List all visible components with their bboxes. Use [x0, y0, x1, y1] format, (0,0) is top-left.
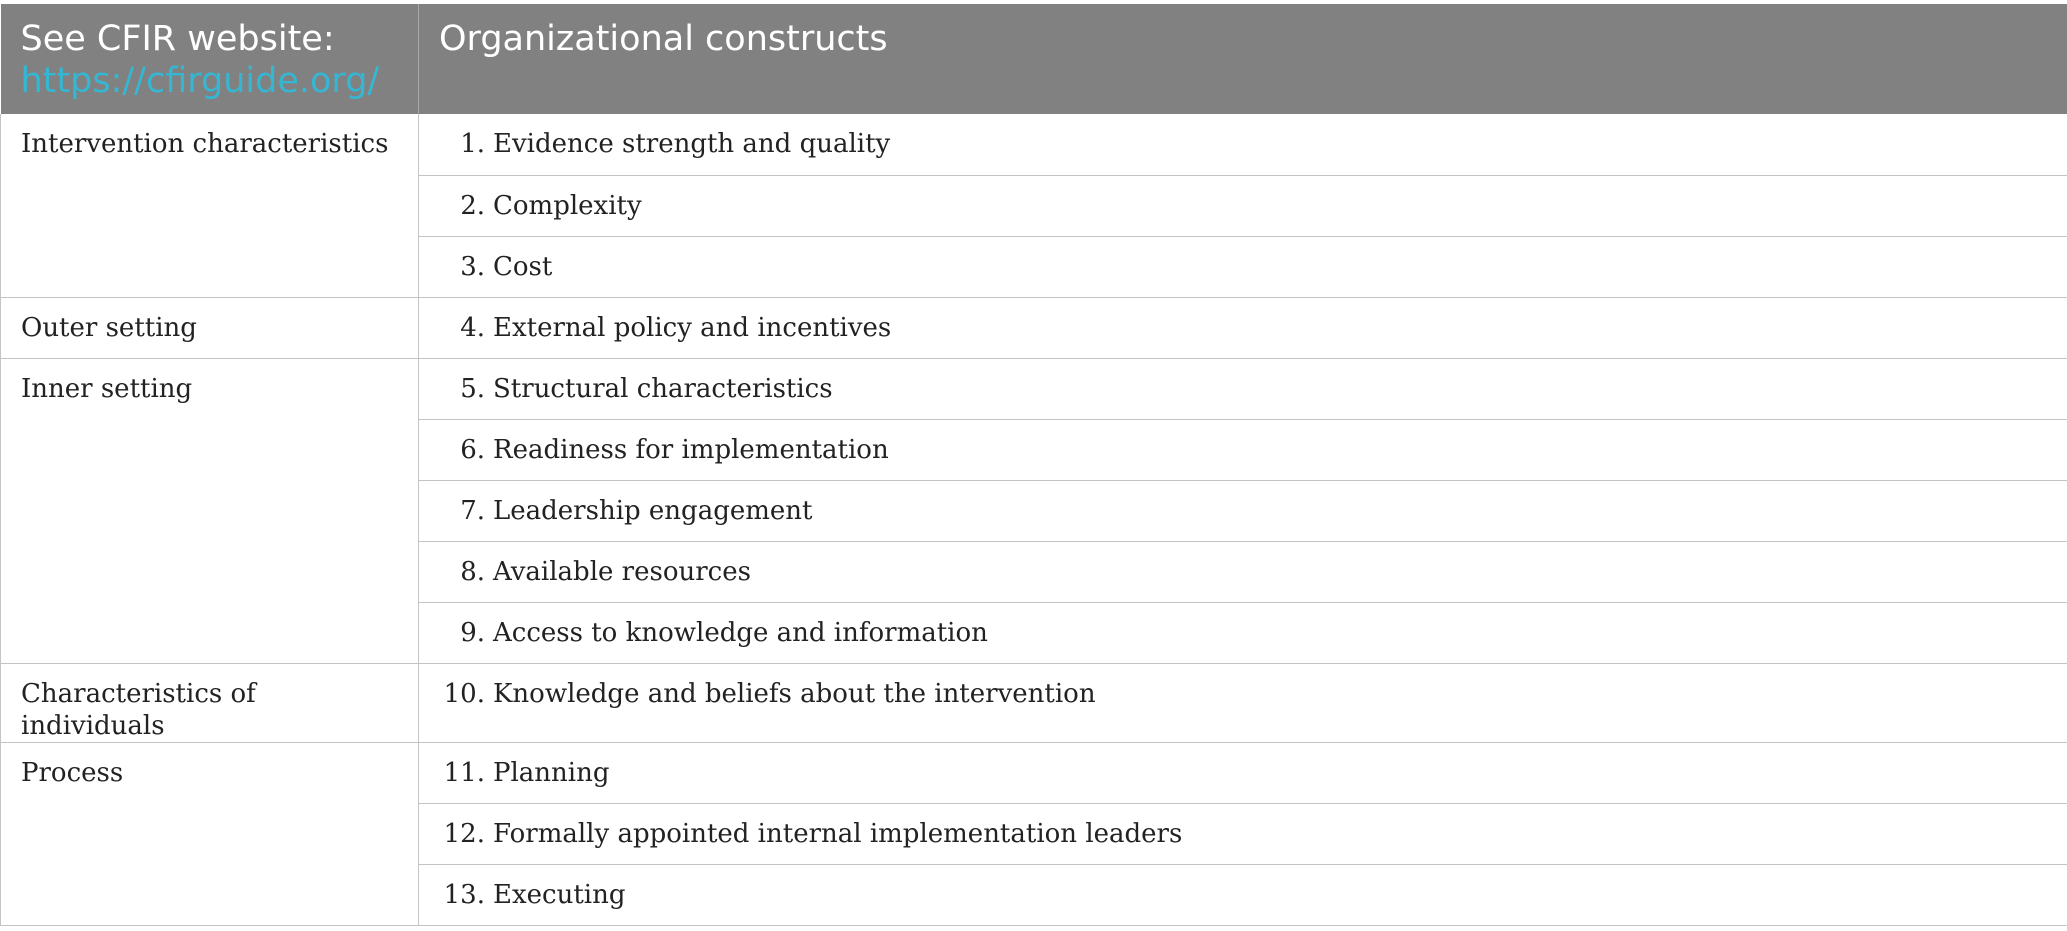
construct-number: 4. [460, 312, 485, 343]
domain-cell: Characteristics of individuals [1, 663, 419, 742]
construct-number: 12. [443, 818, 485, 849]
construct-cell [419, 602, 2067, 663]
construct-number: 13. [443, 879, 485, 910]
header-row [1, 4, 2067, 114]
construct-text: Available resources [493, 556, 751, 587]
domain-cell: Outer setting [1, 297, 419, 358]
construct-text: Leadership engagement [493, 495, 813, 526]
cfir-table-container [0, 4, 2067, 926]
header-constructs-cell: Organizational constructs [419, 4, 2067, 114]
construct-cell [419, 803, 2067, 864]
construct-cell [419, 175, 2067, 236]
construct-text: Formally appointed internal implementation leaders [493, 818, 1183, 849]
construct-text: External policy and incentives [493, 312, 892, 343]
table-row [1, 663, 2067, 742]
construct-number: 7. [460, 495, 485, 526]
construct-cell [419, 419, 2067, 480]
construct-text: Access to knowledge and information [493, 617, 988, 648]
domain-cell: Process [1, 742, 419, 925]
construct-number: 8. [460, 556, 485, 587]
construct-text: Structural characteristics [493, 373, 833, 404]
table-row [1, 297, 2067, 358]
construct-cell [419, 480, 2067, 541]
cfir-constructs-table [0, 4, 2067, 926]
table-body [1, 114, 2067, 925]
construct-number: 6. [460, 434, 485, 465]
domain-cell: Inner setting [1, 358, 419, 663]
construct-cell [419, 358, 2067, 419]
table-row [1, 742, 2067, 803]
table-row [1, 114, 2067, 175]
construct-number: 9. [460, 617, 485, 648]
cfir-website-link[interactable]: https://cfirguide.org/ [20, 61, 380, 101]
construct-text: Cost [493, 251, 553, 282]
construct-text: Readiness for implementation [493, 434, 889, 465]
construct-text: Planning [493, 757, 610, 788]
construct-cell [419, 541, 2067, 602]
construct-text: Complexity [493, 190, 642, 221]
table-header [1, 4, 2067, 114]
construct-cell [419, 236, 2067, 297]
construct-number: 2. [460, 190, 485, 221]
construct-number: 11. [443, 757, 485, 788]
construct-cell [419, 114, 2067, 175]
construct-cell [419, 297, 2067, 358]
construct-text: Evidence strength and quality [493, 129, 891, 159]
construct-cell [419, 663, 2067, 742]
construct-cell [419, 742, 2067, 803]
construct-text: Executing [493, 879, 626, 910]
construct-cell [419, 864, 2067, 925]
construct-number: 1. [460, 129, 485, 159]
construct-number: 10. [443, 678, 485, 709]
table-row [1, 358, 2067, 419]
header-domain-cell [1, 4, 419, 114]
domain-cell: Intervention characteristics [1, 114, 419, 297]
construct-number: 5. [460, 373, 485, 404]
construct-text: Knowledge and beliefs about the intervention [493, 678, 1096, 709]
construct-number: 3. [460, 251, 485, 282]
header-cfir-label: See CFIR website: [20, 19, 335, 59]
